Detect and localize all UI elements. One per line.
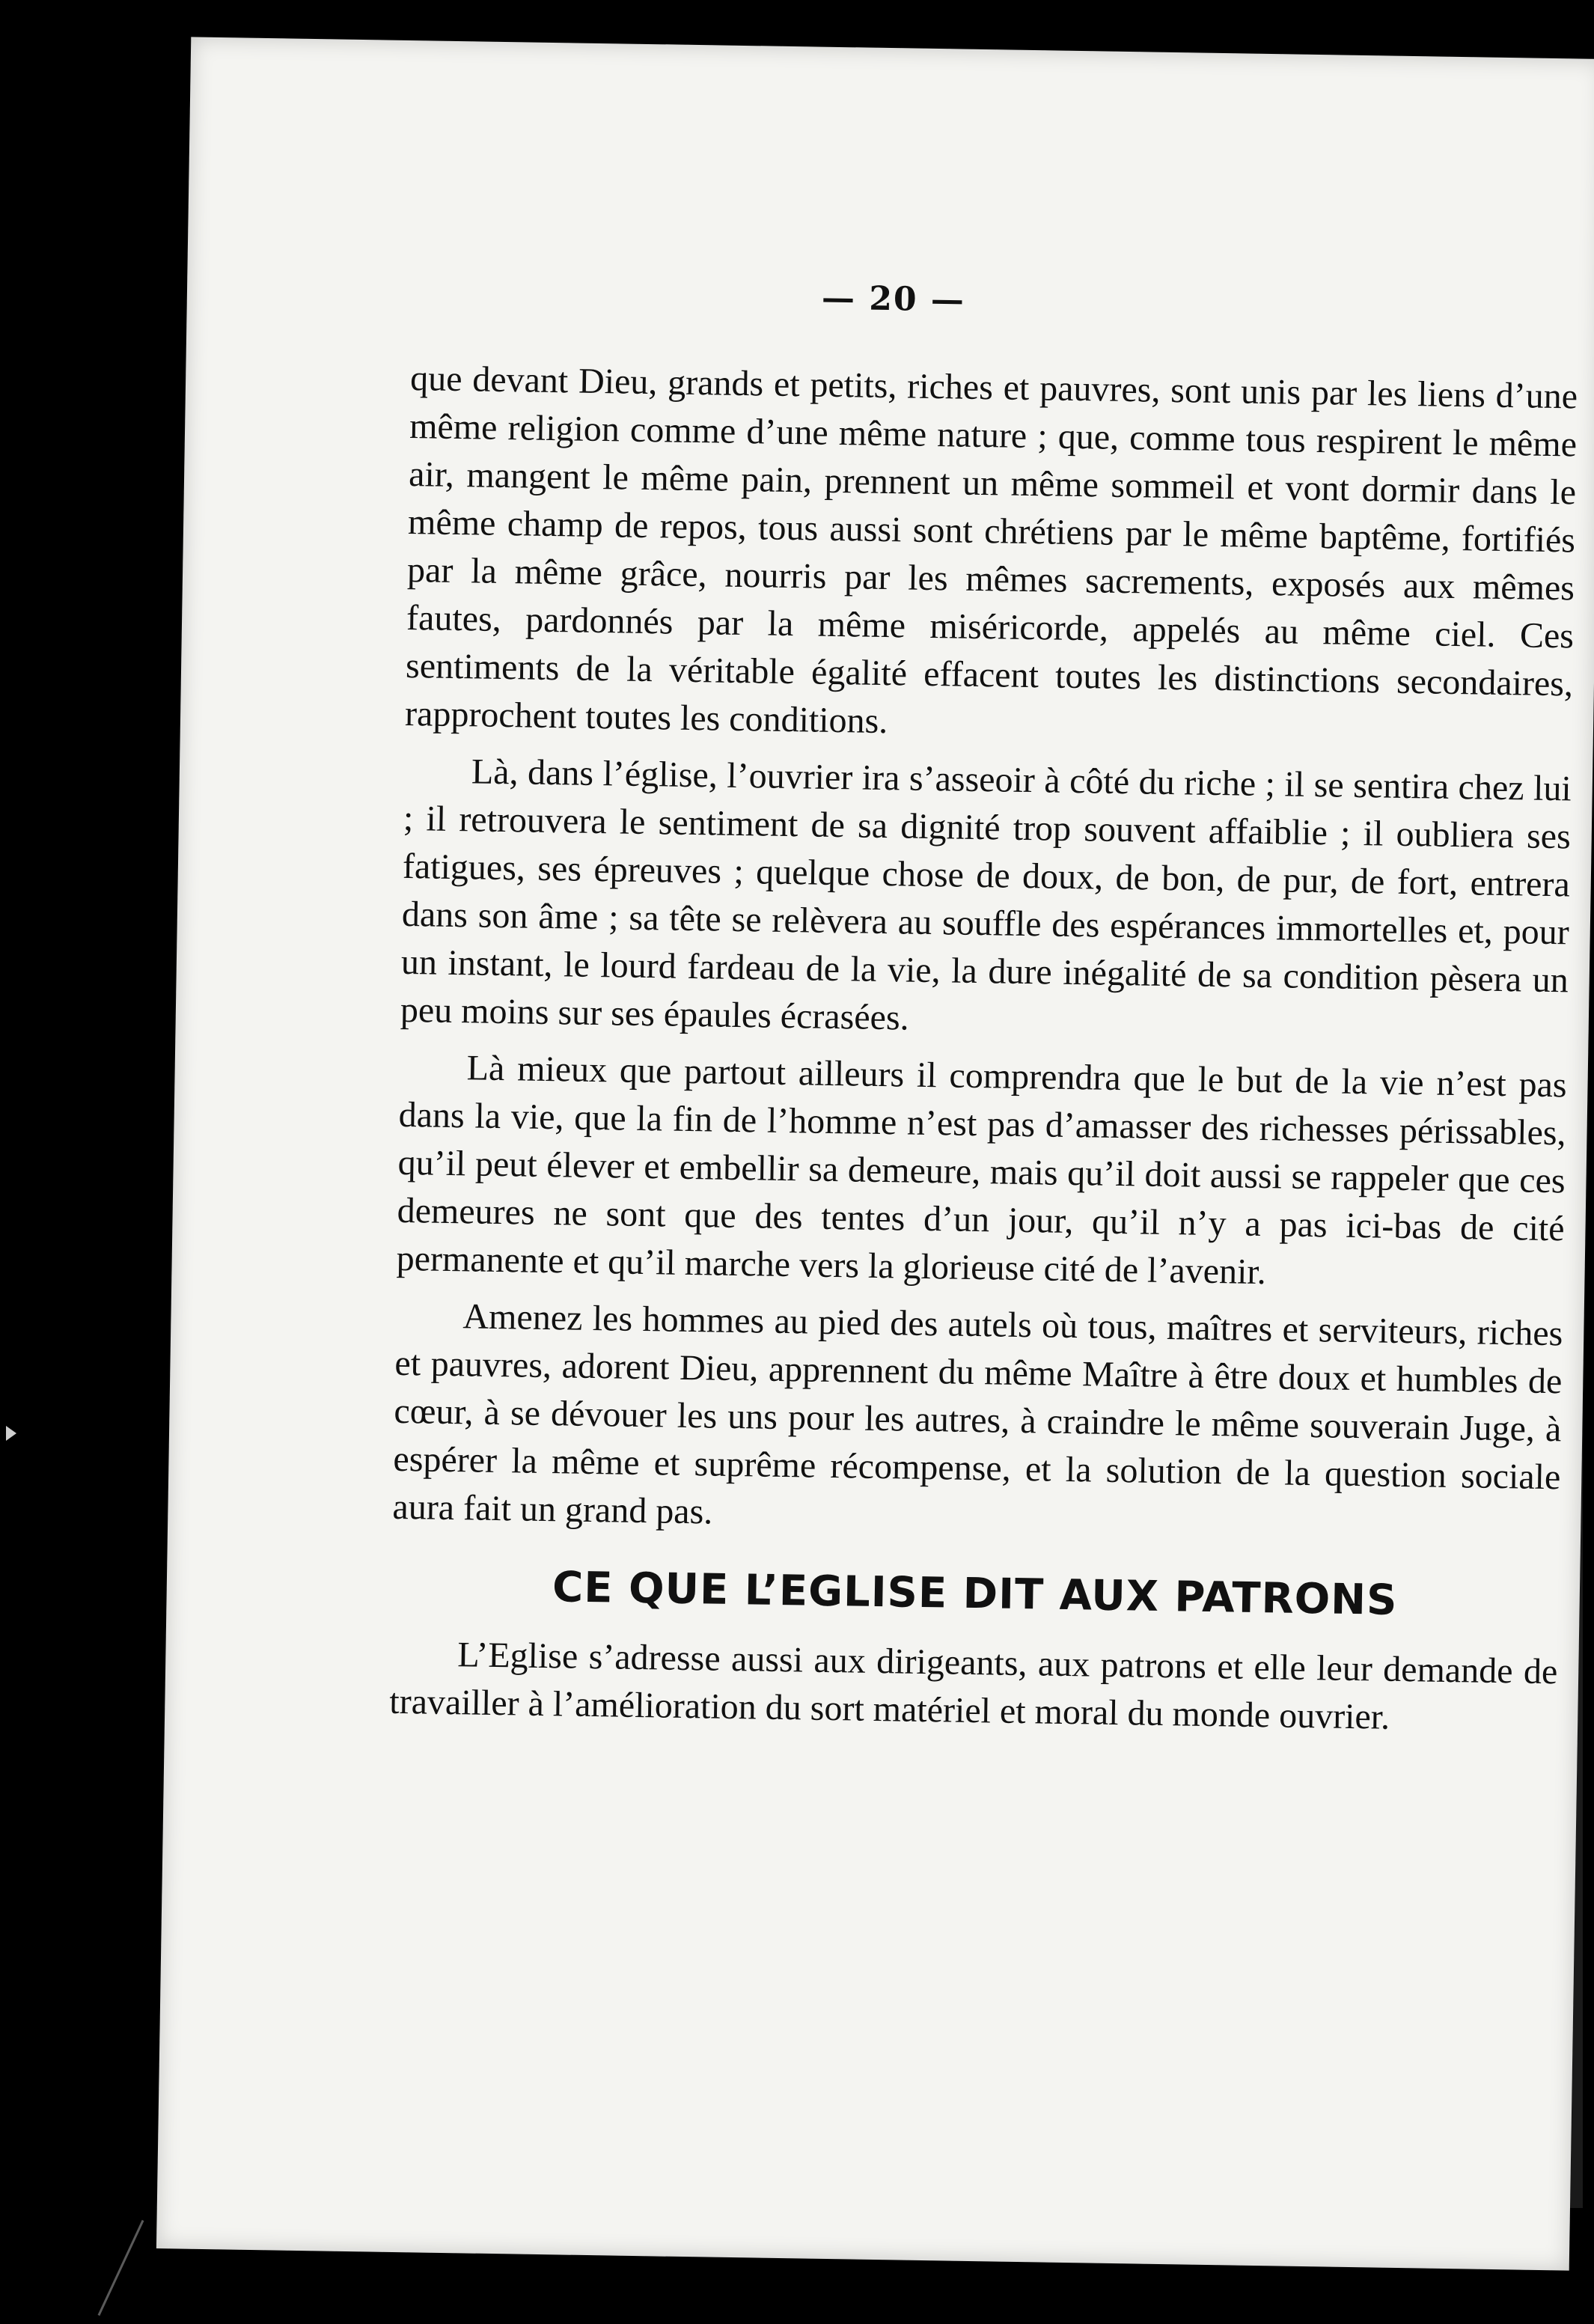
paragraph-2: Là, dans l’église, l’ouvrier ira s’asseoir à côté du riche ; il se sentira chez lui ; il retrouvera le sentiment de sa dignité trop souvent affaiblie ; il oubliera ses fatigues, ses épreuves ; quelque chose de doux, de bon, de pur, de fort, entrera dans son âme ; sa tête se relèvera au souffle des espérances immortelles et, pour un instant, le lourd fardeau de la vie, la dure inégalité de sa condition pèsera un peu moins sur ses épaules écrasées. [400,751,1572,1038]
closing-paragraph: L’Eglise s’adresse aussi aux dirigeants, aux patrons et elle leur demande de travailler à l’amélioration du sort matériel et moral du monde ouvrier. [389,1635,1558,1737]
paragraph-3: Là mieux que partout ailleurs il comprendra que le but de la vie n’est pas dans la vie, que la fin de l’homme n’est pas d’amasser des richesses périssables, qu’il peut élever et embellir sa demeure, mais qu’il doit aussi se rappeler que ces demeures ne sont que des tentes d’un jour, qu’il n’y a pas ici-bas de cité permanente et qu’il marche vers la glorieuse cité de l’avenir. [396,1048,1567,1293]
paragraph-4: Amenez les hommes au pied des autels où tous, maîtres et serviteurs, riches et pauvres, adorent Dieu, apprennent du même Maître à être doux et humbles de cœur, à se dévouer les uns pour les autres, à craindre le même souverain Juge, à espérer la même et suprême récompense, et la solution de la question sociale aura fait un grand pas. [392,1296,1563,1532]
section-heading: CE QUE L’EGLISE DIT AUX PATRONS [552,1563,1398,1625]
margin-mark [6,1426,16,1441]
body-text [389,355,1578,1753]
book-page [156,37,1594,2270]
paragraph-1: que devant Dieu, grands et petits, riches et pauvres, sont unis par les liens d’une même religion comme d’une même nature ; que, comme tous respirent le même air, mangent le même pain, prennent un même sommeil et vont dormir dans le même champ de repos, tous aussi sont chrétiens par le même baptême, fortifiés par la même grâce, nourris par les mêmes sacrements, exposés aux mêmes fautes, pardonnés par la même miséricorde, appelés au même ciel. Ces sentiments de la véritable égalité effacent toutes les distinctions secondaires, rapprochent toutes les conditions. [404,359,1578,742]
page-number: — 20 — [821,278,966,320]
